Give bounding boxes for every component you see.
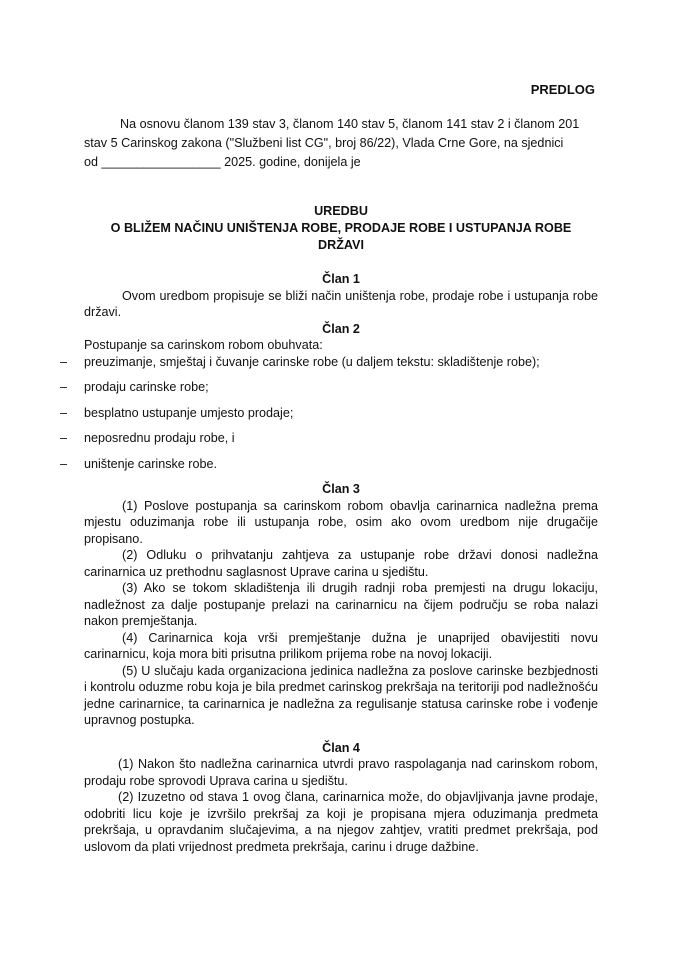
intro-line-3: od _________________ 2025. godine, donijela je <box>84 155 361 169</box>
intro-line-1: Na osnovu članom 139 stav 3, članom 140 stav 5, članom 141 stav 2 i članom 201 <box>120 117 580 131</box>
clan-3-paragraph-5: (5) U slučaju kada organizaciona jedinica nadležna za poslove carinske bezbjednosti i kontrolu oduzme robu koja je bila predmet carinskog prekršaja na teritoriji pod nadležnošću jedne carinarnice, ta carinarnica je nadležna za regulisanje statusa carinske robe i vođenje upravnog postupka. <box>84 663 598 728</box>
dash-bullet-icon: – <box>60 405 68 420</box>
list-item: – besplatno ustupanje umjesto prodaje; <box>60 405 294 420</box>
clan-1-heading: Član 1 <box>322 272 360 286</box>
title-line-1: UREDBU <box>314 204 368 218</box>
intro-paragraph <box>84 115 598 172</box>
document-title <box>84 203 598 254</box>
dash-bullet-icon: – <box>60 380 68 395</box>
clan-3-heading: Član 3 <box>322 482 360 497</box>
clan-2-list <box>60 354 598 473</box>
list-item: – prodaju carinske robe; <box>60 380 209 395</box>
predlog-label: PREDLOG <box>530 82 595 97</box>
list-item: – preuzimanje, smještaj i čuvanje carinske robe (u daljem tekstu: skladištenje robe); <box>60 354 540 369</box>
intro-line-2: stav 5 Carinskog zakona ("Službeni list CG", broj 86/22), Vlada Crne Gore, na sjednici <box>84 136 564 150</box>
clan-4-paragraph-2: (2) Izuzetno od stava 1 ovog člana, carinarnica može, do objavljivanja javne prodaje, odobriti licu koje je izvršilo prekršaj za koji je propisana mjera oduzimanja predmeta prekršaja, u opravdanim slučajevima, a na njegov zahtjev, vratiti predmet prekršaja, pod uslovom da plati vrijednost predmeta prekršaja, carinu i druge dažbine. <box>84 790 598 854</box>
dash-bullet-icon: – <box>60 431 68 446</box>
title-line-2: O BLIŽEM NAČINU UNIŠTENJA ROBE, PRODAJE ROBE I USTUPANJA ROBE <box>110 221 572 235</box>
title-line-3: DRŽAVI <box>318 238 364 252</box>
list-item: – neposrednu prodaju robe, i <box>60 431 235 446</box>
dash-bullet-icon: – <box>60 456 68 471</box>
clan-3-paragraph-4: (4) Carinarnica koja vrši premještanje dužna je unaprijed obavijestiti novu carinarnicu, koja mora biti prisutna prilikom prijema robe na novoj lokaciji. <box>84 630 598 662</box>
clan-4-paragraph-1: (1) Nakon što nadležna carinarnica utvrdi pravo raspolaganja nad carinskom robom, prodaju robe sprovodi Uprava carina u sjedištu. <box>84 757 598 788</box>
clan-2-heading: Član 2 <box>322 321 360 336</box>
document-body <box>60 271 598 855</box>
clan-3-paragraph-3: (3) Ako se tokom skladištenja ili drugih radnji roba premjesti na drugu lokaciju, nadležnost za dalje postupanje prelazi na carinarnicu na čijem području se roba nalazi nakon premještanja. <box>84 581 598 629</box>
clan-1-text: Ovom uredbom propisuje se bliži način uništenja robe, prodaje robe i ustupanja robe državi. <box>84 288 598 319</box>
clan-4-heading: Član 4 <box>322 740 360 755</box>
list-item: – uništenje carinske robe. <box>60 456 218 471</box>
clan-3-paragraph-1: (1) Poslove postupanja sa carinskom robom obavlja carinarnica nadležna prema mjestu oduzimanja robe ili ustupanja robe, osim ako ovom uredbom nije drugačije propisano. <box>84 498 598 546</box>
clan-3-paragraph-2: (2) Odluku o prihvatanju zahtjeva za ustupanje robe državi donosi nadležna carinarnica uz prethodnu saglasnost Uprave carina u sjedištu. <box>84 548 598 579</box>
dash-bullet-icon: – <box>60 354 68 369</box>
clan-2-lead: Postupanje sa carinskom robom obuhvata: <box>84 338 323 352</box>
